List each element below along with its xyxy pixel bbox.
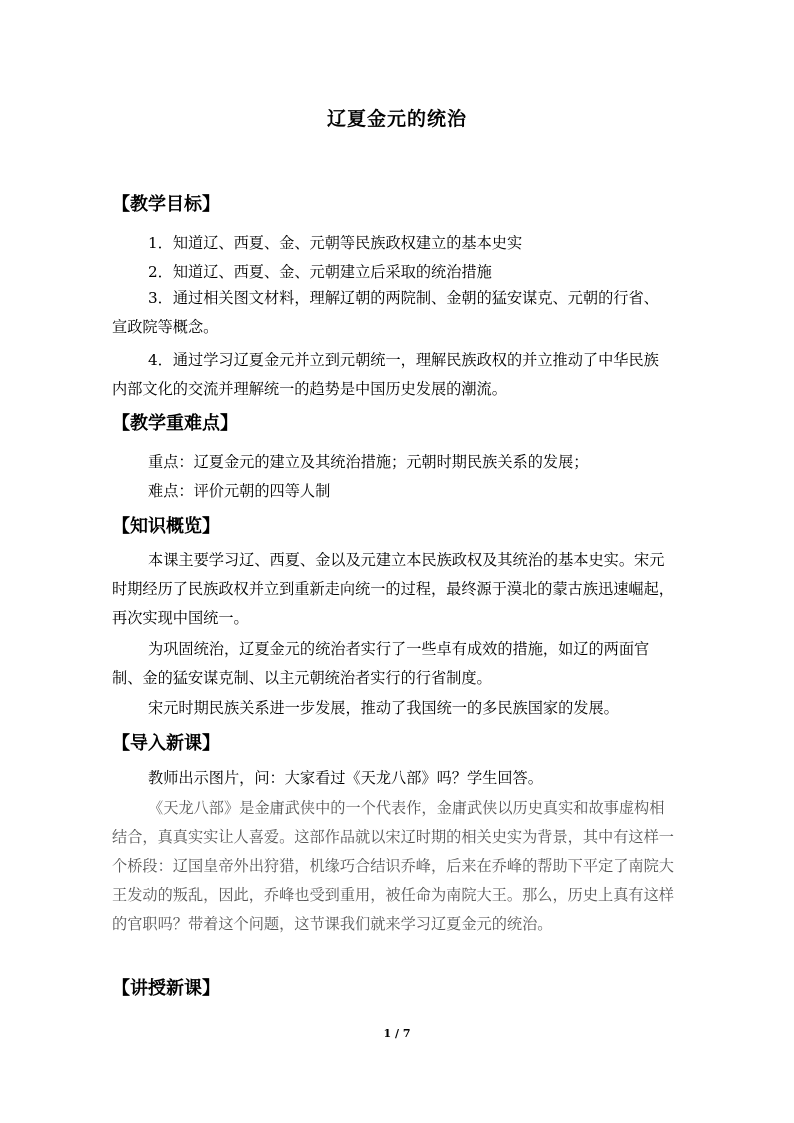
- objective-item-3: 3．通过相关图文材料，理解辽朝的两院制、金朝的猛安谋克、元朝的行省、宣政院等概念。: [112, 289, 659, 336]
- difficult-point-text: 难点：评价元朝的四等人制: [148, 482, 331, 500]
- heading-teach-new-lesson: 【讲授新课】: [112, 978, 220, 999]
- objective-item-1: 1．知道辽、西夏、金、元朝等民族政权建立的基本史实: [148, 234, 523, 252]
- overview-paragraph-1: 本课主要学习辽、西夏、金以及元建立本民族政权及其统治的基本史实。宋元时期经历了民族政权并立到重新走向统一的过程，最终源于漠北的蒙古族迅速崛起，再次实现中国统一。: [112, 551, 674, 627]
- heading-teaching-objectives: 【教学目标】: [112, 194, 220, 215]
- overview-paragraph-3: 宋元时期民族关系进一步发展，推动了我国统一的多民族国家的发展。: [148, 699, 619, 717]
- heading-knowledge-overview: 【知识概览】: [112, 516, 220, 537]
- overview-paragraph-2: 为巩固统治，辽夏金元的统治者实行了一些卓有成效的措施，如辽的两面官制、金的猛安谋克制、以主元朝统治者实行的行省制度。: [112, 640, 650, 687]
- intro-paragraph-2: 《天龙八部》是金庸武侠中的一个代表作，金庸武侠以历史真实和故事虚构相结合，真真实实让人喜爱。这部作品就以宋辽时期的相关史实为背景，其中有这样一个桥段：辽国皇帝外出狩猎，机缘巧合结识乔峰，后来在乔峰的帮助下平定了南院大王发动的叛乱，因此，乔峰也受到重用，被任命为南院大王。那么，历史上真有这样的官职吗？带着这个问题，这节课我们就来学习辽夏金元的统治。: [112, 799, 674, 933]
- objective-item-4: 4．通过学习辽夏金元并立到元朝统一，理解民族政权的并立推动了中华民族内部文化的交流并理解统一的趋势是中国历史发展的潮流。: [112, 351, 659, 398]
- objective-item-2: 2．知道辽、西夏、金、元朝建立后采取的统治措施: [148, 263, 492, 281]
- page-number: 1 / 7: [383, 1027, 411, 1040]
- document-title: 辽夏金元的统治: [326, 108, 467, 130]
- heading-introduce-lesson: 【导入新课】: [112, 733, 220, 754]
- heading-key-difficult-points: 【教学重难点】: [112, 413, 238, 434]
- intro-paragraph-1: 教师出示图片，问：大家看过《天龙八部》吗？学生回答。: [148, 769, 543, 787]
- key-point-text: 重点：辽夏金元的建立及其统治措施；元朝时期民族关系的发展；: [148, 453, 589, 471]
